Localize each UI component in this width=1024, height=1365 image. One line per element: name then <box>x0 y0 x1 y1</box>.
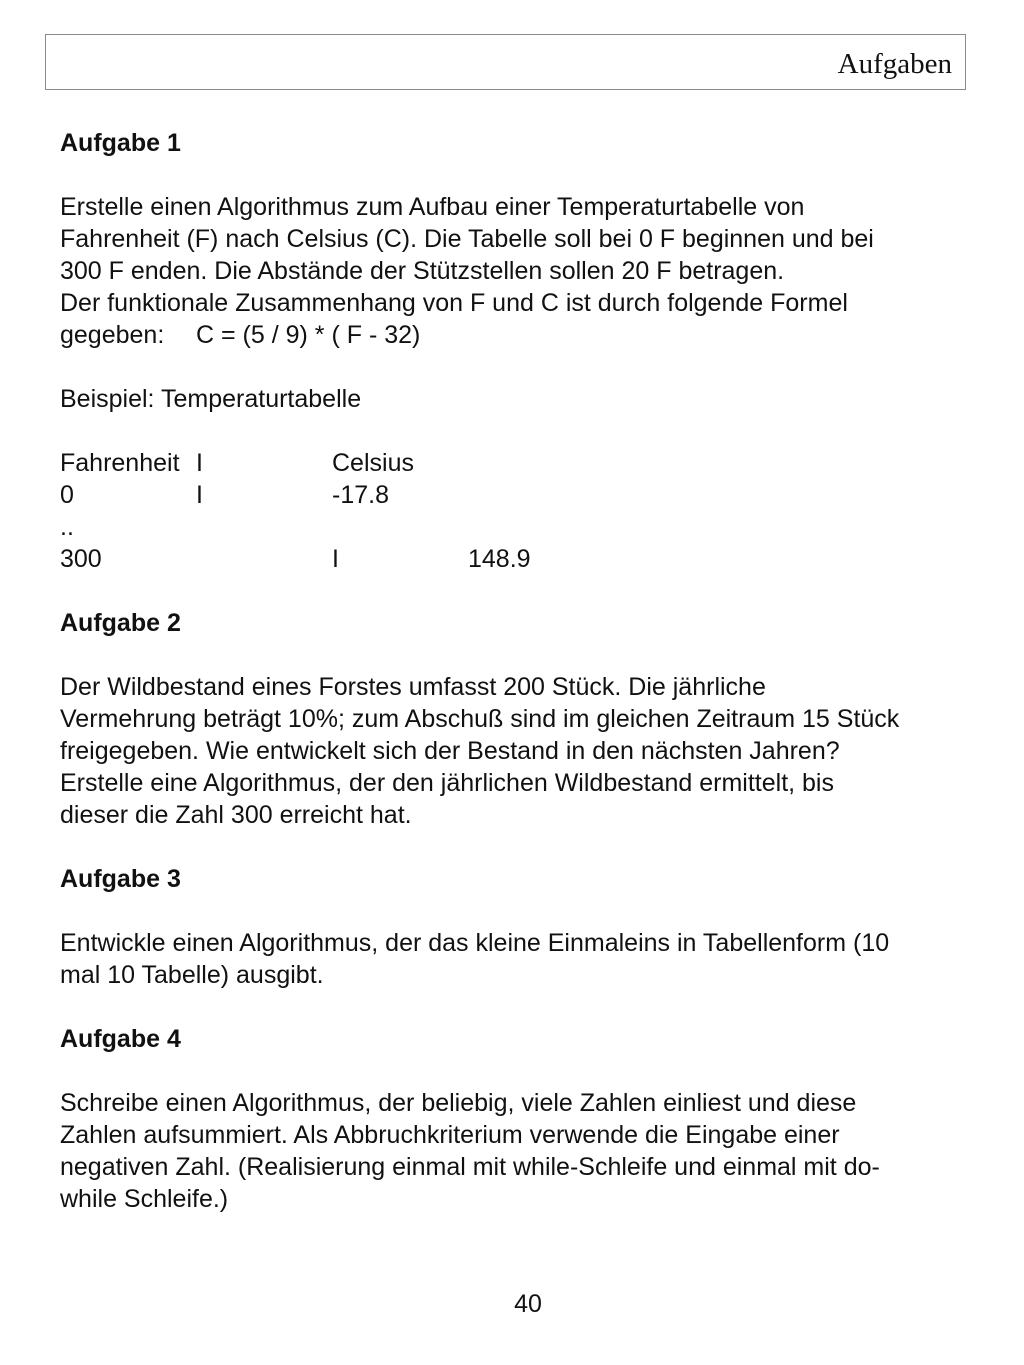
task4-line: while Schleife.) <box>60 1185 229 1213</box>
table-header-celsius: Celsius <box>332 449 414 477</box>
task3-line: Entwickle einen Algorithmus, der das kleine Einmaleins in Tabellenform (10 <box>60 929 890 957</box>
task4-heading: Aufgabe 4 <box>60 1025 181 1053</box>
task1-line: Der funktionale Zusammenhang von F und C ist durch folgende Formel <box>60 289 848 317</box>
spacer <box>60 351 960 383</box>
table-row <box>60 543 960 575</box>
temperature-table <box>60 447 960 575</box>
task2-line: Vermehrung beträgt 10%; zum Abschuß sind im gleichen Zeitraum 15 Stück <box>60 705 900 733</box>
table-separator: I <box>332 545 339 573</box>
table-separator: I <box>196 481 203 509</box>
table-row <box>60 479 960 511</box>
table-separator: I <box>196 449 203 477</box>
table-cell-fahrenheit: 0 <box>60 481 74 509</box>
task2-heading: Aufgabe 2 <box>60 609 181 637</box>
table-cell-celsius: -17.8 <box>332 481 389 509</box>
task2-text <box>60 671 960 831</box>
task1-text <box>60 191 960 351</box>
spacer <box>60 895 960 927</box>
page-number: 40 <box>514 1290 542 1318</box>
task1-heading: Aufgabe 1 <box>60 129 181 157</box>
task1-formula-line <box>60 319 960 351</box>
task1-line: Fahrenheit (F) nach Celsius (C). Die Tabelle soll bei 0 F beginnen und bei <box>60 225 874 253</box>
table-ellipsis: .. <box>60 513 74 541</box>
example-label: Beispiel: Temperaturtabelle <box>60 385 362 413</box>
table-cell-fahrenheit: 300 <box>60 545 102 573</box>
spacer <box>60 991 960 1023</box>
task3-line: mal 10 Tabelle) ausgibt. <box>60 961 324 989</box>
spacer <box>60 575 960 607</box>
formula: C = (5 / 9) * ( F - 32) <box>196 321 421 349</box>
task4-line: negativen Zahl. (Realisierung einmal mit while-Schleife und einmal mit do- <box>60 1153 880 1181</box>
task2-line: Erstelle eine Algorithmus, der den jährlichen Wildbestand ermittelt, bis <box>60 769 834 797</box>
page-header <box>45 34 966 90</box>
table-header-fahrenheit: Fahrenheit <box>60 449 180 477</box>
formula-label: gegeben: <box>60 321 165 349</box>
task1-line: 300 F enden. Die Abstände der Stützstellen sollen 20 F betragen. <box>60 257 785 285</box>
task4-line: Zahlen aufsummiert. Als Abbruchkriterium verwende die Eingabe einer <box>60 1121 840 1149</box>
task1-line: Erstelle einen Algorithmus zum Aufbau einer Temperaturtabelle von <box>60 193 805 221</box>
task4-line: Schreibe einen Algorithmus, der beliebig, viele Zahlen einliest und diese <box>60 1089 857 1117</box>
task3-text <box>60 927 960 991</box>
document-body <box>60 127 960 1215</box>
spacer <box>60 159 960 191</box>
table-cell-celsius: 148.9 <box>468 545 531 573</box>
task2-line: Der Wildbestand eines Forstes umfasst 200 Stück. Die jährliche <box>60 673 766 701</box>
task3-heading: Aufgabe 3 <box>60 865 181 893</box>
task2-line: freigegeben. Wie entwickelt sich der Bestand in den nächsten Jahren? <box>60 737 840 765</box>
spacer <box>60 639 960 671</box>
header-title: Aufgaben <box>837 48 952 80</box>
task2-line: dieser die Zahl 300 erreicht hat. <box>60 801 412 829</box>
table-header-row <box>60 447 960 479</box>
spacer <box>60 1055 960 1087</box>
spacer <box>60 415 960 447</box>
spacer <box>60 831 960 863</box>
table-ellipsis-row <box>60 511 960 543</box>
task4-text <box>60 1087 960 1215</box>
